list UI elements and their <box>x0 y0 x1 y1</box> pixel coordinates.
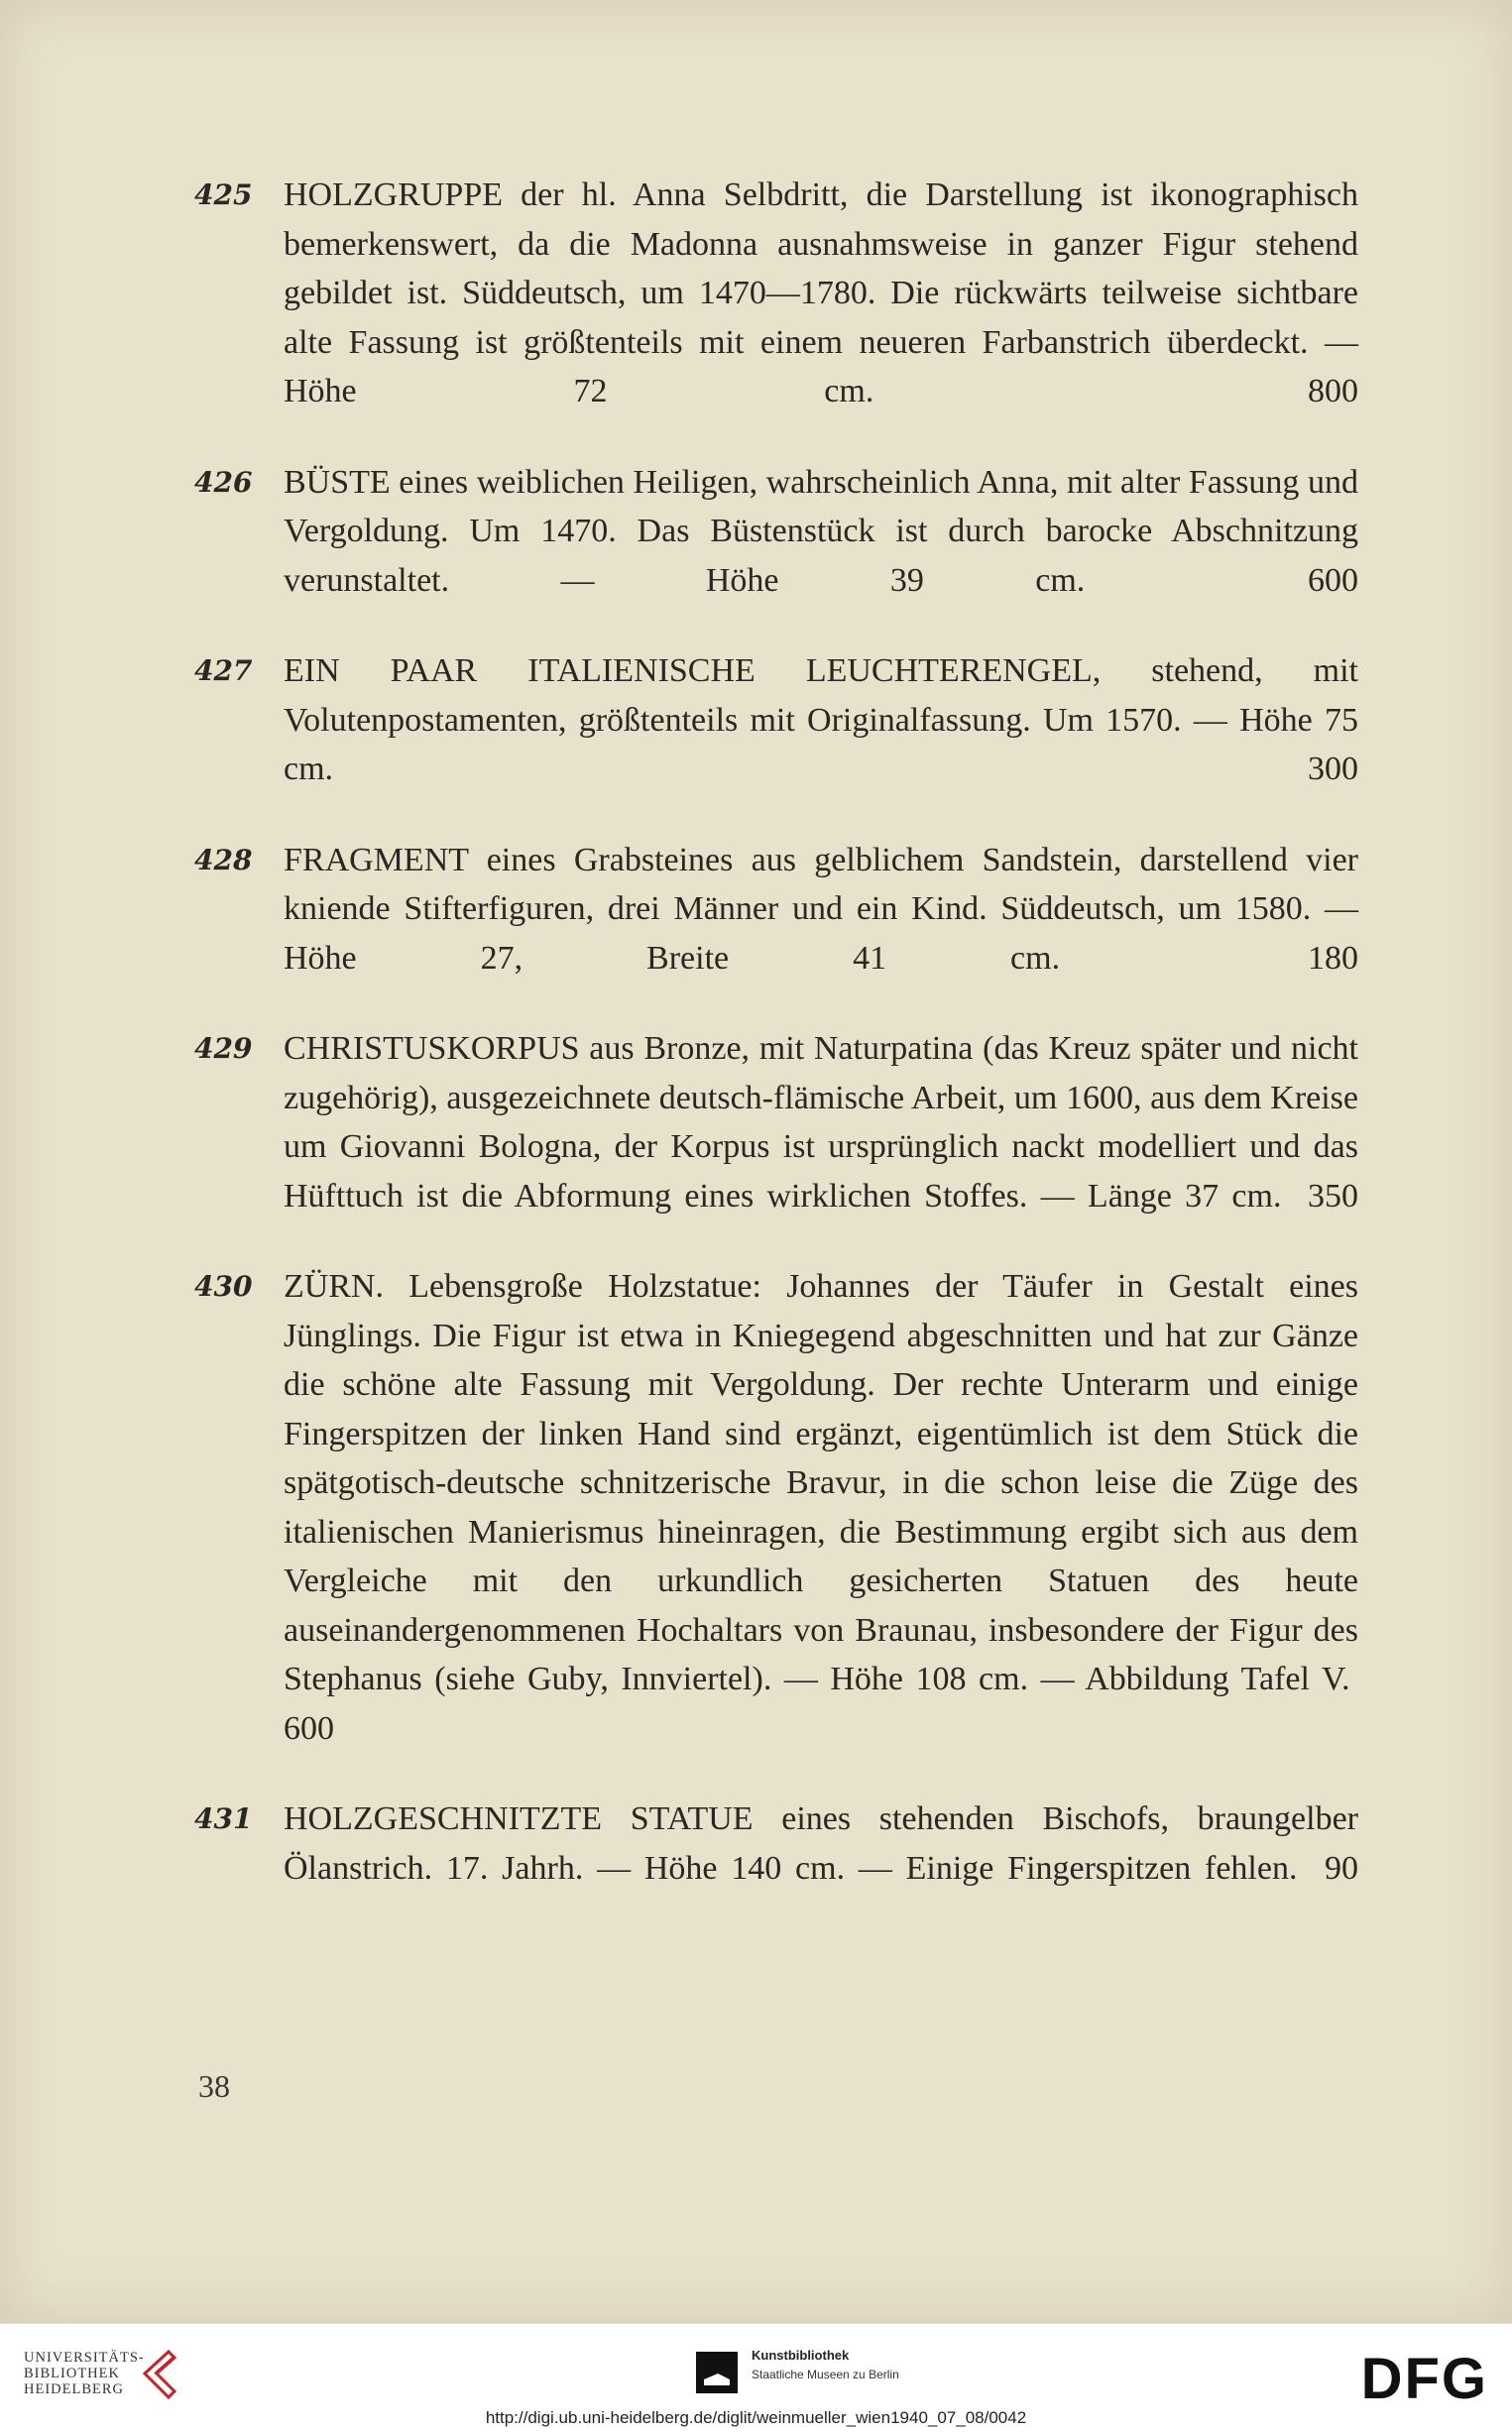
entry-description: HOLZGRUPPE der hl. Anna Selbdritt, die Darstellung ist ikonographisch bemerkenswert, da die Madonna ausnahmsweise in ganzer Figur stehend gebildet ist. Süddeutsch, um 1470—1780. Die rückwärts teilweise sichtbare alte Fassung ist größtenteils mit einem neueren Farbanstrich überdeckt. — Höhe 72 cm. <box>284 176 1358 409</box>
entry-text <box>284 458 1358 606</box>
entry-price: 180 <box>1308 939 1359 977</box>
kunstbibliothek-icon <box>694 2350 740 2395</box>
entry-number: 427 <box>194 654 253 687</box>
entry-price: 800 <box>1308 373 1358 409</box>
entry-text <box>284 836 1358 984</box>
entry-price: 600 <box>1308 561 1358 599</box>
dfg-logo[interactable]: DFG <box>1360 2347 1488 2411</box>
entry-number: 431 <box>194 1802 253 1835</box>
catalog-entries <box>194 171 1359 1934</box>
catalog-entry <box>194 646 1358 794</box>
entry-price: 600 <box>284 1709 334 1747</box>
heidelberg-library-mark-icon <box>139 2344 182 2403</box>
entry-number: 425 <box>194 178 253 211</box>
entry-description: ZÜRN. Lebensgroße Holzstatue: Johannes der Täufer in Gestalt eines Jünglings. Die Figur ist etwa in Kniegegend abgeschnitten und hat zur Gänze die schöne alte Fassung mit Vergoldung. Der rechte Unterarm und einige Fingerspitzen der linken Hand sind ergänzt, eigentümlich ist dem Stück die spätgotisch-deutsche schnitzerische Bravur, in die schon leise die Züge des italienischen Manierismus hineinragen, die Bestimmung ergibt sich aus dem Vergleiche mit den urkundlich gesicherten Statuen des heute auseinandergenommenen Hochaltars von Braunau, insbesondere der Figur des Stephanus (siehe Guby, Innviertel). — Höhe 108 cm. — Abbildung Tafel V. <box>284 1268 1358 1697</box>
entry-text <box>284 171 1358 416</box>
entry-number: 429 <box>194 1032 253 1065</box>
viewer-footer <box>0 2323 1512 2433</box>
kunstbibliothek-logo[interactable] <box>694 2342 952 2401</box>
entry-description: FRAGMENT eines Grabsteines aus gelblichem Sandstein, darstellend vier kniende Stifterfiguren, drei Männer und ein Kind. Süddeutsch, um 1580. — Höhe 27, Breite 41 cm. <box>284 841 1358 977</box>
kb-title: Kunstbibliothek <box>752 2348 850 2363</box>
entry-price: 300 <box>1308 751 1358 787</box>
catalog-entry <box>194 1262 1358 1753</box>
entry-description: BÜSTE eines weiblichen Heiligen, wahrscheinlich Anna, mit alter Fassung und Vergoldung. Um 1470. Das Büstenstück ist durch barocke Abschnitzung verunstaltet. — Höhe 39 cm. <box>284 463 1358 599</box>
entry-text <box>284 1262 1358 1753</box>
entry-number: 428 <box>194 843 253 876</box>
entry-number: 430 <box>194 1270 253 1303</box>
university-library-logo[interactable]: UNIVERSITÄTS- BIBLIOTHEK HEIDELBERG <box>24 2350 145 2397</box>
entry-description: HOLZGESCHNITZTE STATUE eines stehenden Bischofs, braungelber Ölanstrich. 17. Jahrh. — Höhe 140 cm. — Einige Fingerspitzen fehlen. <box>284 1800 1358 1887</box>
catalog-entry <box>194 836 1359 984</box>
entry-text <box>284 1795 1358 1893</box>
catalog-entry <box>194 1795 1358 1893</box>
catalog-entry <box>194 1024 1358 1220</box>
kb-subtitle: Staatliche Museen zu Berlin <box>752 2368 899 2381</box>
page-number: 38 <box>198 2068 230 2104</box>
entry-description: EIN PAAR ITALIENISCHE LEUCHTERENGEL, stehend, mit Volutenpostamenten, größtenteils mit Originalfassung. Um 1570. — Höhe 75 cm. <box>284 652 1358 787</box>
entry-text <box>284 1024 1358 1220</box>
entry-number: 426 <box>194 465 253 499</box>
entry-text <box>284 646 1358 794</box>
entry-price: 350 <box>1308 1177 1358 1215</box>
entry-description: CHRISTUSKORPUS aus Bronze, mit Naturpatina (das Kreuz später und nicht zugehörig), ausgezeichnete deutsch-flämische Arbeit, um 1600, aus dem Kreise um Giovanni Bologna, der Korpus ist ursprünglich nackt modelliert und das Hüfttuch ist die Abformung eines wirklichen Stoffes. — Länge 37 cm. <box>284 1030 1358 1215</box>
permalink-url[interactable]: http://digi.ub.uni-heidelberg.de/diglit/weinmueller_wien1940_07_08/0042 <box>485 2408 1027 2427</box>
catalog-entry <box>194 458 1358 606</box>
entry-price: 90 <box>1325 1849 1358 1887</box>
catalog-entry <box>194 171 1358 416</box>
